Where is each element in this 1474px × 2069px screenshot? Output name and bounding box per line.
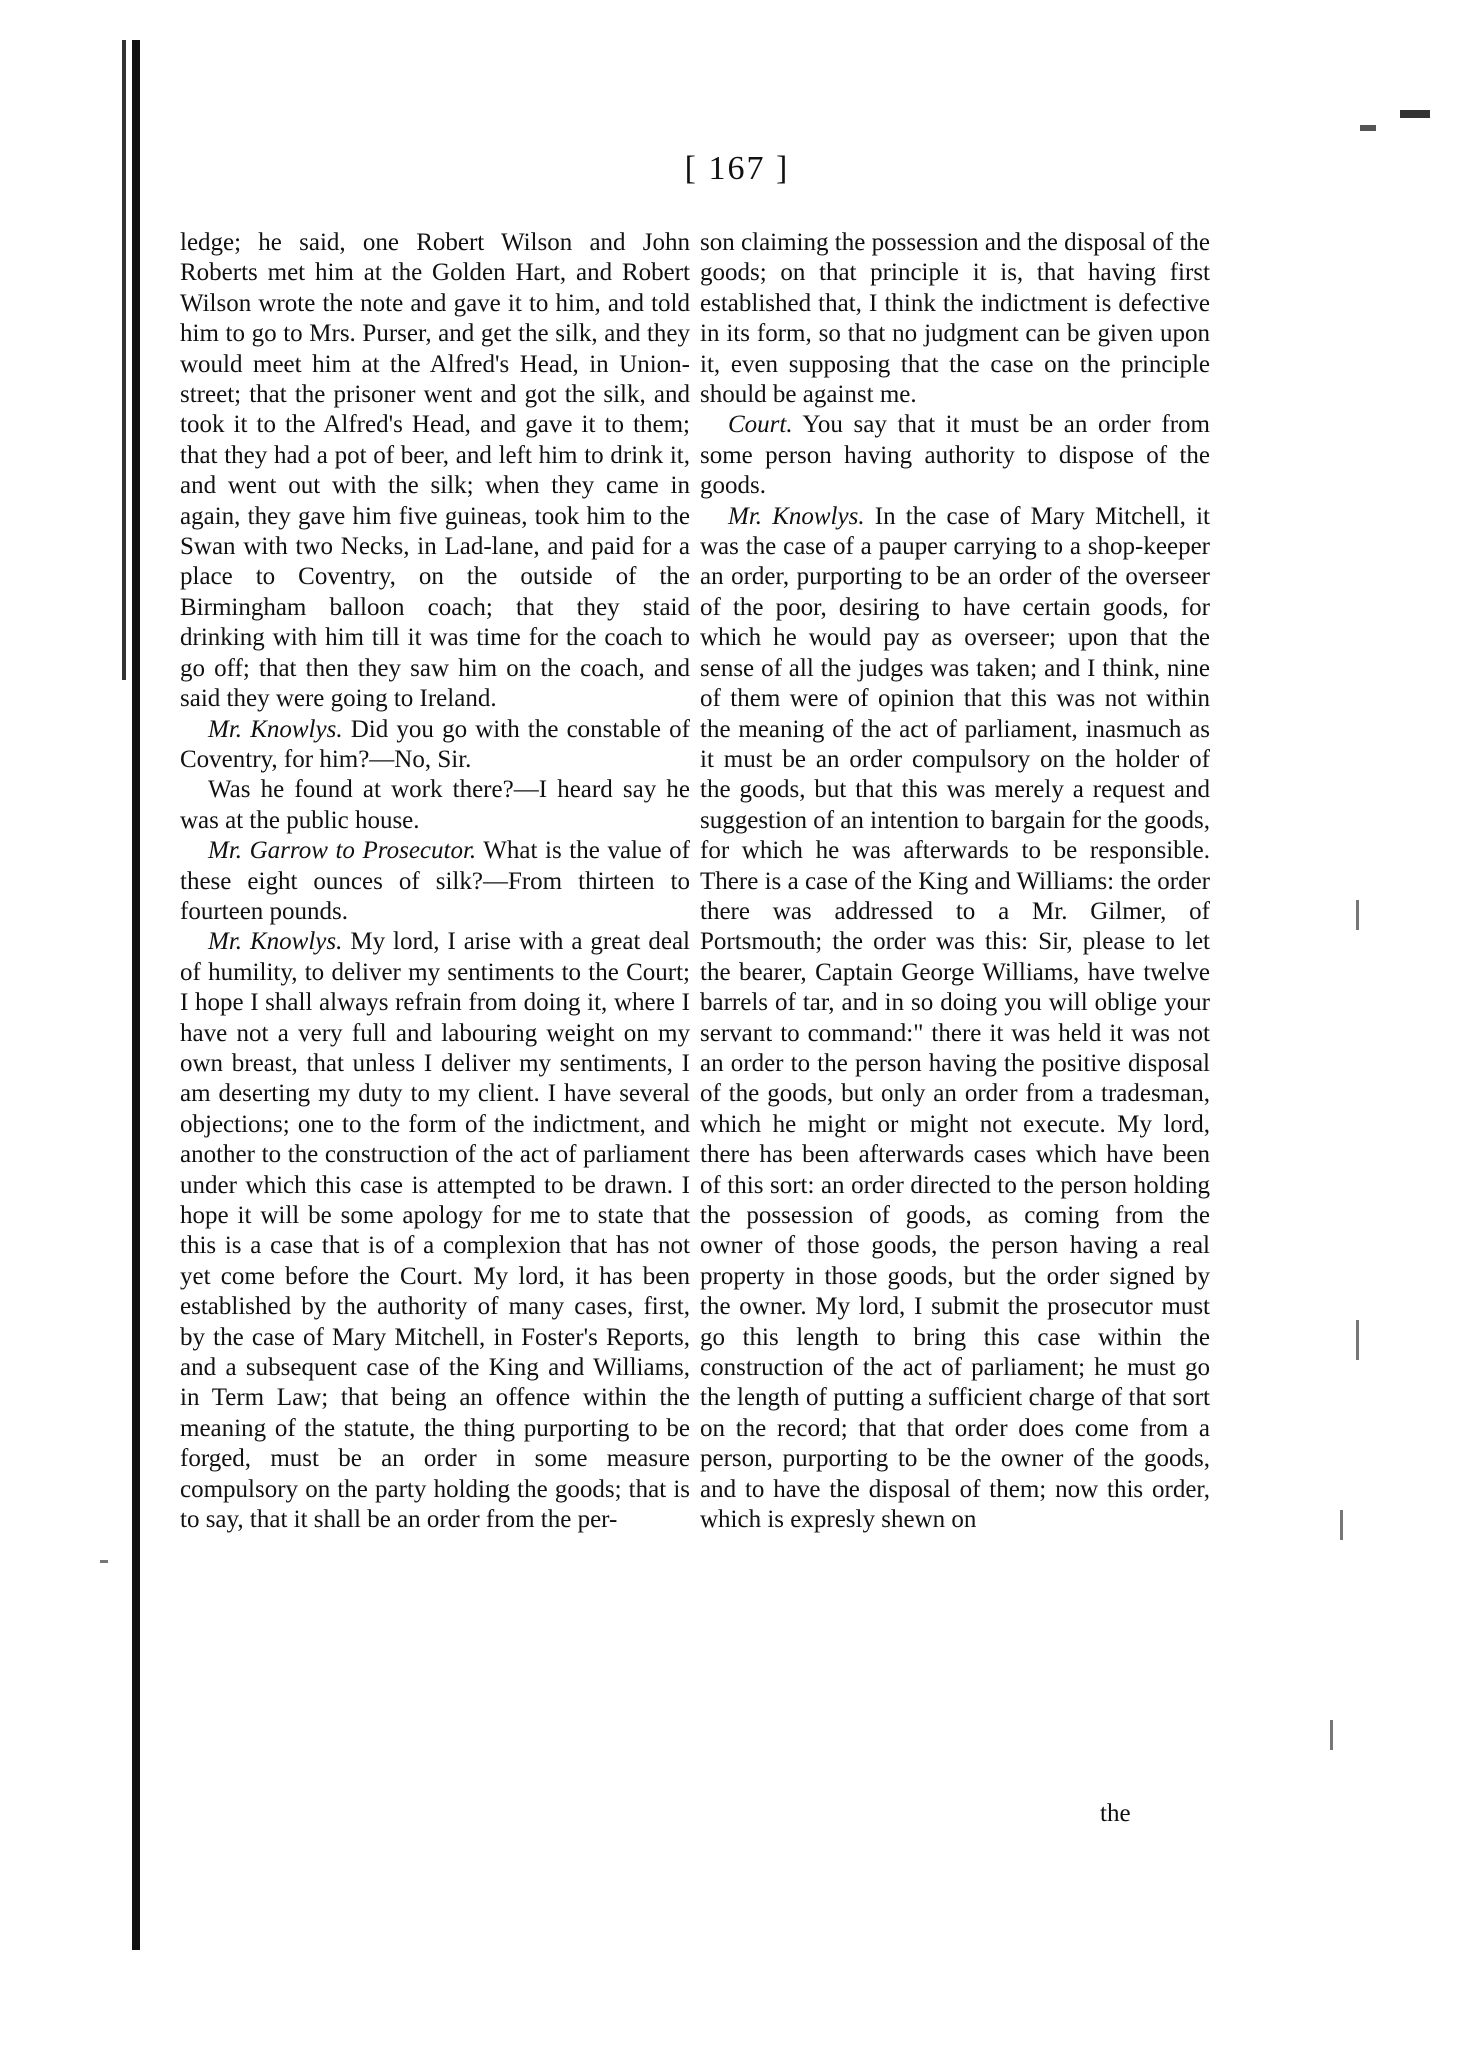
paragraph-text: What is the value of these eight ounces of silk?—From thirteen to fourteen pounds.	[180, 837, 690, 925]
paragraph	[700, 228, 1210, 410]
page-binding-shadow	[132, 40, 140, 1950]
paragraph	[700, 410, 1210, 501]
scan-mark	[1356, 900, 1359, 930]
scan-mark	[1340, 1510, 1343, 1540]
paragraph-text: My lord, I arise with a great deal of humility, to deliver my sentiments to the Court; I hope I shall always refrain from doing it, where I have not a very full and labouring weight on my own breast, that unless I deliver my sentiments, I am deserting my duty to my client. I have several objections; one to the form of the indictment, and another to the construction of the act of parliament under which this case is attempted to be drawn. I hope it will be some apology for me to state that this is a case that is of a complexion that has not yet come before the Court. My lord, it has been established by the authority of many cases, first, by the case of Mary Mitchell, in Foster's Reports, and a subsequent case of the King and Williams, in Term Law; that being an offence within the meaning of the statute, the thing purporting to be forged, must be an order in some measure compulsory on the party holding the goods; that is to say, that it shall be an order from the per-	[180, 928, 690, 1534]
page-binding-shadow-outer	[122, 40, 126, 680]
paragraph	[700, 502, 1210, 1536]
right-column	[700, 228, 1210, 1535]
left-column	[180, 228, 690, 1535]
speaker-label: Mr. Knowlys.	[208, 928, 343, 956]
scan-mark	[100, 1560, 108, 1563]
speaker-label: Court.	[728, 411, 793, 439]
paragraph	[180, 228, 690, 715]
scan-mark	[1330, 1720, 1333, 1750]
speaker-label: Mr. Knowlys.	[208, 715, 343, 743]
paragraph	[180, 775, 690, 836]
paragraph	[180, 927, 690, 1535]
speaker-label: Mr. Garrow to Prosecutor.	[208, 837, 477, 865]
paragraph-text: Was he found at work there?—I heard say he was at the public house.	[180, 776, 690, 834]
scan-mark	[1356, 1320, 1359, 1360]
paragraph-text: You say that it must be an order from some person having authority to dispose of the goods.	[700, 411, 1210, 500]
paragraph-text: ledge; he said, one Robert Wilson and John Roberts met him at the Golden Hart, and Robert Wilson wrote the note and gave it to him, and told him to go to Mrs. Purser, and get the silk, and they would meet him at the Alfred's Head, in Union-street; that the prisoner went and got the silk, and took it to the Alfred's Head, and gave it to them; that they had a pot of beer, and left him to drink it, and went out with the silk; when they came in again, they gave him five guineas, took him to the Swan with two Necks, in Lad-lane, and paid for a place to Coventry, on the outside of the Birmingham balloon coach; that they staid drinking with him till it was time for the coach to go off; that then they saw him on the coach, and said they were going to Ireland.	[180, 229, 690, 713]
paragraph	[180, 715, 690, 776]
speaker-label: Mr. Knowlys.	[728, 502, 865, 530]
paragraph-text: Did you go with the constable of Coventry, for him?—No, Sir.	[180, 715, 690, 773]
paragraph	[180, 836, 690, 927]
catchword: the	[1100, 1800, 1131, 1827]
paragraph-text: son claiming the possession and the disposal of the goods; on that principle it is, that having first established that, I think the indictment is defective in its form, so that no judgment can be given upon it, even supposing that the case on the principle should be against me.	[700, 229, 1210, 409]
page-header: [ 167 ]	[684, 150, 790, 187]
scan-mark	[1360, 125, 1376, 131]
scan-mark	[1400, 110, 1430, 118]
paragraph-text: In the case of Mary Mitchell, it was the case of a pauper carrying to a shop-keeper an order, purporting to be an order of the overseer of the poor, desiring to have certain goods, for which he would pay as overseer; upon that the sense of all the judges was taken; and I think, nine of them were of opinion that this was not within the meaning of the act of parliament, inasmuch as it must be an order compulsory on the holder of the goods, but that this was merely a request and suggestion of an intention to bargain for the goods, for which he was afterwards to be responsible. There is a case of the King and Williams: the order there was addressed to a Mr. Gilmer, of Portsmouth; the order was this: Sir, please to let the bearer, Captain George Williams, have twelve barrels of tar, and in so doing you will oblige your servant to command:" there it was held it was not an order to the person having the positive disposal of the goods, but only an order from a tradesman, which he might or might not execute. My lord, there has been afterwards cases which have been of this sort: an order directed to the person holding the possession of goods, as coming from the owner of those goods, the person having a real property in those goods, but the order signed by the owner. My lord, I submit the prosecutor must go this length to bring this case within the construction of the act of parliament; he must go the length of putting a sufficient charge of that sort on the record; that that order does come from a person, purporting to be the owner of the goods, and to have the disposal of them; now this order, which is expresly shewn on	[700, 502, 1210, 1534]
